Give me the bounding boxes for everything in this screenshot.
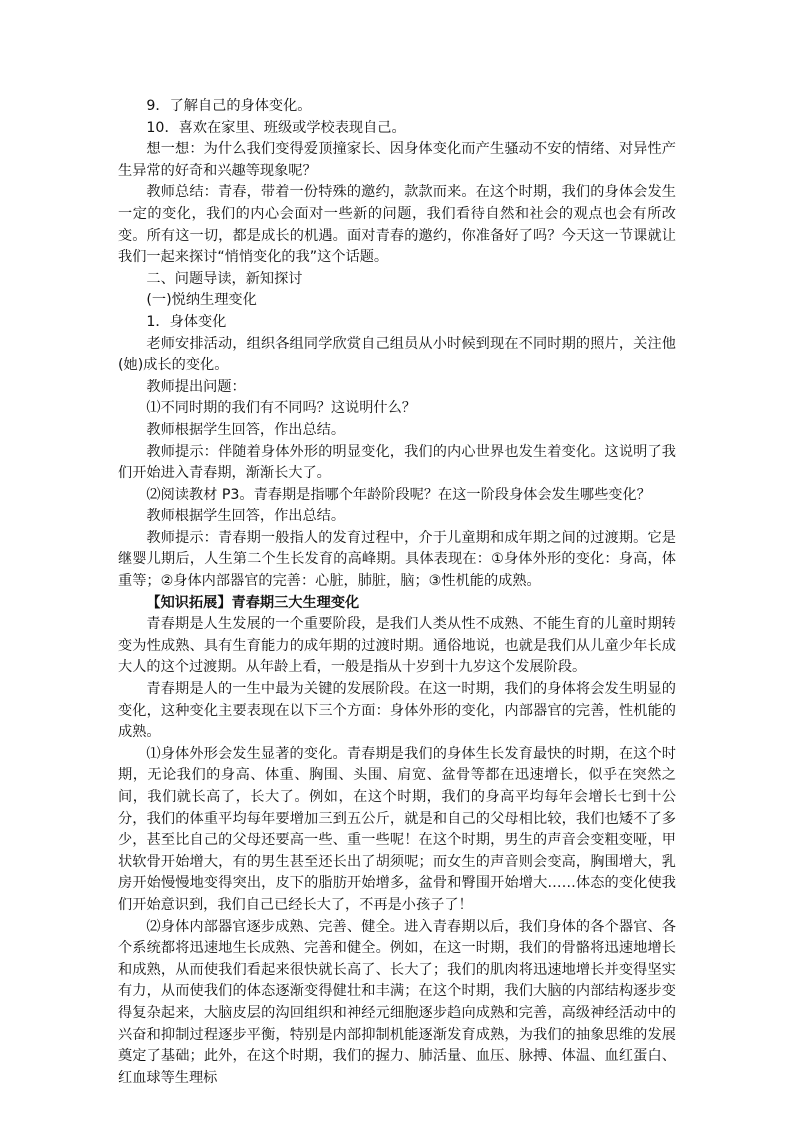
subsection-heading: 1．身体变化 [146,313,227,330]
paragraph: 教师总结：青春，带着一份特殊的邀约，款款而来。在这个时期，我们的身体会发生一定的变化，我们的内心会面对一些新的问题，我们看待自然和社会的观点也会有所改变。所有这一切，都是成长的机遇。面对青春的邀约，你准备好了吗？今天这一节课就让我们一起来探讨“悄悄变化的我”这个话题。 [118,184,676,266]
paragraph: 10．喜欢在家里、班级或学校表现自己。 [146,119,406,136]
paragraph: ⑴身体外形会发生显著的变化。青春期是我们的身体生长发育最快的时期，在这个时期，无论我们的身高、体重、胸围、头围、肩宽、盆骨等都在迅速增长，似乎在突然之间，我们就长高了，长大了。例如，在这个时期，我们的身高平均每年会增长七到十公分，我们的体重平均每年要增加三到五公斤，就是和自己的父母相比较，我们也矮不了多少，甚至比自己的父母还要高一些、重一些呢！在这个时期，男生的声音会变粗变哑，甲状软骨开始增大，有的男生甚至还长出了胡须呢；而女生的声音则会变高，胸围增大，乳房开始慢慢地变得突出，皮下的脂肪开始增多，盆骨和臀围开始增大……体态的变化使我们开始意识到，我们自己已经长大了，不再是小孩子了！ [118,745,676,913]
paragraph: 教师提示：青春期一般指人的发育过程中，介于儿童期和成年期之间的过渡期。它是继婴儿期后，人生第二个生长发育的高峰期。具体表现在：①身体外形的变化：身高，体重等；②身体内部器官的完善：心脏，肺脏，脑；③性机能的成熟。 [118,529,676,590]
paragraph: 老师安排活动，组织各组同学欣赏自己组员从小时候到现在不同时期的照片，关注他(她)成长的变化。 [118,335,676,374]
question-item: ⑵阅读教材 P3。青春期是指哪个年龄阶段呢？在这一阶段身体会发生哪些变化？ [146,486,651,503]
document-body [118,96,676,1089]
question-item: ⑴不同时期的我们有不同吗？这说明什么？ [146,400,416,417]
knowledge-extension-heading: 【知识拓展】青春期三大生理变化 [146,594,360,611]
section-heading: 二、问题导读，新知探讨 [146,270,303,287]
paragraph: 教师提出问题： [146,378,246,395]
paragraph: 青春期是人的一生中最为关键的发展阶段。在这一时期，我们的身体将会发生明显的变化，这种变化主要表现在以下三个方面：身体外形的变化，内部器官的完善，性机能的成熟。 [118,681,676,741]
paragraph: ⑵身体内部器官逐步成熟、完善、健全。进入青春期以后，我们身体的各个器官、各个系统都将迅速地生长成熟、完善和健全。例如，在这一时期，我们的骨骼将迅速地增长和成熟，从而使我们看起来很快就长高了、长大了；我们的肌肉将迅速地增长并变得坚实有力，从而使我们的体态逐渐变得健壮和丰满；在这个时期，我们大脑的内部结构逐步变得复杂起来，大脑皮层的沟回组织和神经元细胞逐步趋向成熟和完善，高级神经活动中的兴奋和抑制过程逐步平衡，特别是内部抑制机能逐渐发育成熟，为我们的抽象思维的发展奠定了基础；此外，在这个时期，我们的握力、肺活量、血压、脉搏、体温、血红蛋白、红血球等生理标 [118,918,676,1086]
paragraph: 教师提示：伴随着身体外形的明显变化，我们的内心世界也发生着变化。这说明了我们开始进入青春期，渐渐长大了。 [118,443,676,482]
paragraph: 教师根据学生回答，作出总结。 [146,508,346,525]
paragraph: 青春期是人生发展的一个重要阶段，是我们人类从性不成熟、不能生育的儿童时期转变为性成熟、具有生育能力的成年期的过渡时期。通俗地说，也就是我们从儿童少年长成大人的这个过渡期。从年龄上看，一般是指从十岁到十九岁这个发展阶段。 [118,616,676,676]
paragraph: 9．了解自己的身体变化。 [146,98,312,114]
paragraph: 想一想：为什么我们变得爱顶撞家长、因身体变化而产生骚动不安的情绪、对异性产生异常的好奇和兴趣等现象呢？ [118,141,676,179]
subsection-heading: (一)悦纳生理变化 [146,292,257,309]
paragraph: 教师根据学生回答，作出总结。 [146,421,346,438]
